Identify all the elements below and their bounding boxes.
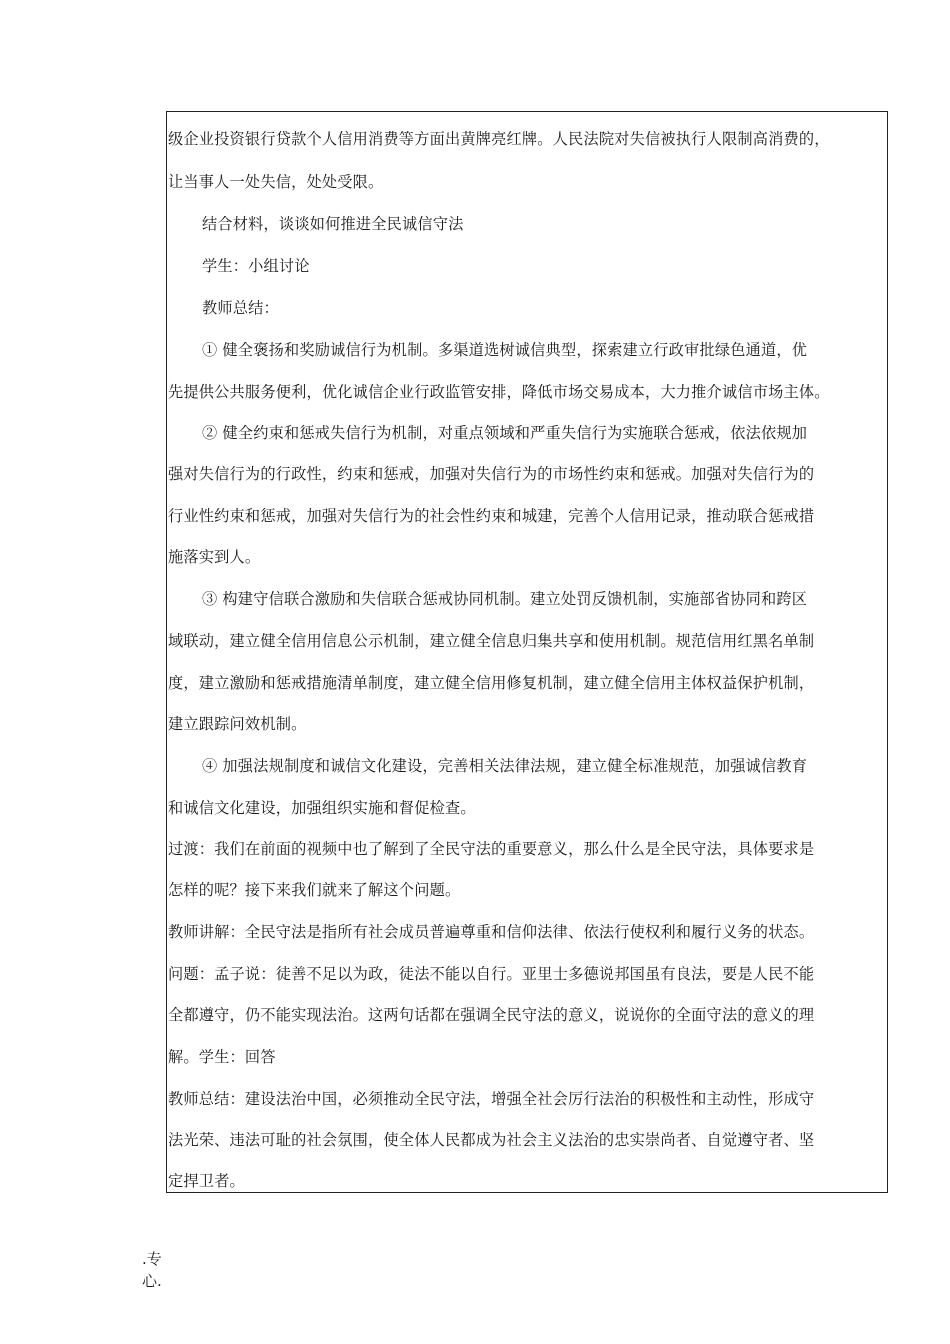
- text-line: 怎样的呢？接下来我们就来了解这个问题。: [168, 881, 461, 899]
- text-line: 结合材料，谈谈如何推进全民诚信守法: [202, 215, 464, 233]
- text-line: 级企业投资银行贷款个人信用消费等方面出黄牌亮红牌。人民法院对失信被执行人限制高消费的，: [168, 130, 830, 148]
- text-line: 强对失信行为的行政性，约束和惩戒，加强对失信行为的市场性约束和惩戒。加强对失信行为的: [168, 465, 815, 483]
- footer-text-line2: 心.: [142, 1272, 162, 1290]
- text-line: 解。学生：回答: [168, 1048, 276, 1066]
- text-line: 和诚信文化建设，加强组织实施和督促检查。: [168, 799, 476, 817]
- text-line: ④ 加强法规制度和诚信文化建设，完善相关法律法规，建立健全标准规范，加强诚信教育: [202, 757, 808, 775]
- text-line: 学生：小组讨论: [202, 257, 310, 275]
- text-line: 教师总结：建设法治中国，必须推动全民守法，增强全社会厉行法治的积极性和主动性，形成守: [168, 1090, 815, 1108]
- text-line: 问题：孟子说：徒善不足以为政，徒法不能以自行。亚里士多德说邦国虽有良法，要是人民不能: [168, 965, 815, 983]
- text-line: 施落实到人。: [168, 548, 261, 566]
- text-line: 定捍卫者。: [168, 1172, 245, 1190]
- text-line: 度，建立激励和惩戒措施清单制度，建立健全信用修复机制，建立健全信用主体权益保护机制，: [168, 674, 815, 692]
- text-line: 域联动，建立健全信用信息公示机制，建立健全信息归集共享和使用机制。规范信用红黑名单制: [168, 632, 815, 650]
- text-line: 建立跟踪问效机制。: [168, 715, 307, 733]
- footer-text-line1: .专: [142, 1250, 162, 1268]
- text-line: 先提供公共服务便利，优化诚信企业行政监管安排，降低市场交易成本，大力推介诚信市场主体。: [168, 383, 830, 401]
- text-line: 让当事人一处失信，处处受限。: [168, 173, 384, 191]
- text-line: ③ 构建守信联合激励和失信联合惩戒协同机制。建立处罚反馈机制，实施部省协同和跨区: [202, 590, 808, 608]
- text-line: 法光荣、违法可耻的社会氛围，使全体人民都成为社会主义法治的忠实崇尚者、自觉遵守者、坚: [168, 1131, 815, 1149]
- text-line: 过渡：我们在前面的视频中也了解到了全民守法的重要意义，那么什么是全民守法，具体要求是: [168, 840, 815, 858]
- text-line: ① 健全褒扬和奖励诚信行为机制。多渠道选树诚信典型，探索建立行政审批绿色通道，优: [202, 341, 808, 359]
- text-line: 教师总结：: [202, 299, 279, 317]
- text-line: ② 健全约束和惩戒失信行为机制，对重点领域和严重失信行为实施联合惩戒，依法依规加: [202, 424, 808, 442]
- text-line: 行业性约束和惩戒，加强对失信行为的社会性约束和城建，完善个人信用记录，推动联合惩戒措: [168, 507, 815, 525]
- text-line: 全都遵守，仍不能实现法治。这两句话都在强调全民守法的意义，说说你的全面守法的意义的理: [168, 1006, 815, 1024]
- text-line: 教师讲解：全民守法是指所有社会成员普遍尊重和信仰法律、依法行使权利和履行义务的状态。: [168, 923, 815, 941]
